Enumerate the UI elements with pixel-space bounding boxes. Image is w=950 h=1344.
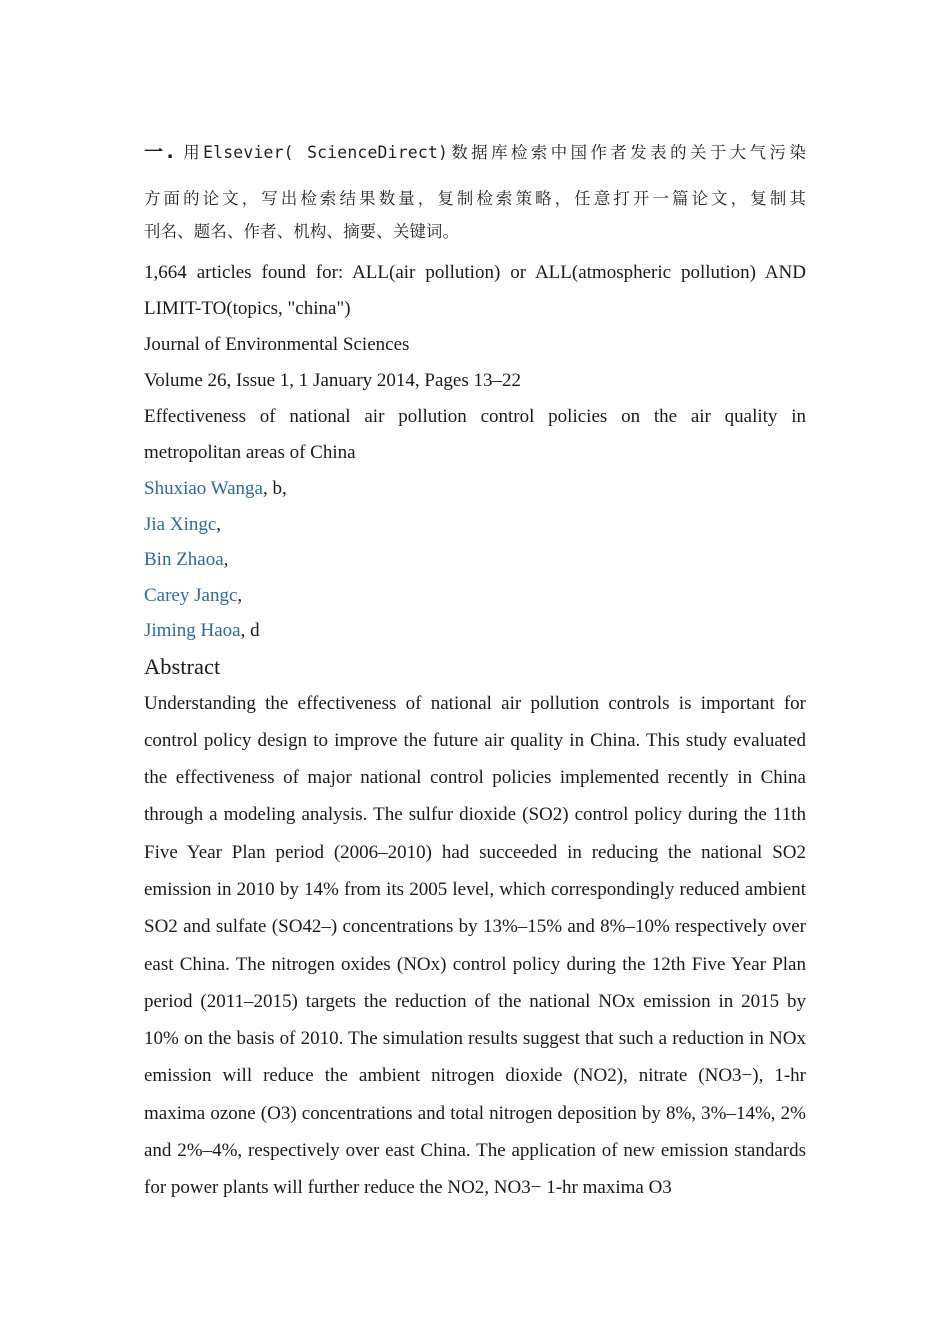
author-item: Shuxiao Wanga, b, [144, 478, 287, 499]
article-title: Effectiveness of national air pollution control policies on the air quality in metropolitan areas of China [144, 406, 806, 463]
author-item: Carey Jangc, [144, 584, 243, 606]
abstract-text: Understanding the effectiveness of national air pollution controls is important for control policy design to improve the future air quality in China. This study evaluated the effectiveness of major national control policies implemented recently in China through a modeling analysis. The sulfur dioxide (SO2) control policy during the 11th Five Year Plan period (2006–2010) had succeeded in reducing the national SO2 emission in 2010 by 14% from its 2005 level, which correspondingly reduced ambient SO2 and sulfate (SO42–) concentrations by 13%–15% and 8%–10% respectively over east China. The nitrogen oxides (NOx) control policy during the 12th Five Year Plan period (2011–2015) targets the reduction of the national NOx emission in 2015 by 10% on the basis of 2010. The simulation results suggest that such a reduction in NOx emission will reduce the ambient nitrogen dioxide (NO2), nitrate (NO3−), 1-hr maxima ozone (O3) concentrations and total nitrogen deposition by 8%, 3%–14%, 2% and 2%–4%, respectively over east China. The application of new emission standards for power plants will further reduce the NO2, NO3− 1-hr maxima O3 [144, 692, 806, 1199]
task-line-3: 刊名、题名、作者、机构、摘要、关键词。 [144, 222, 460, 241]
author-item: Bin Zhaoa, [144, 549, 229, 570]
document-page [144, 130, 806, 1207]
journal-name: Journal of Environmental Sciences [144, 334, 410, 355]
task-number: 一. [144, 141, 174, 163]
task-line-1: 一. 用Elsevier( ScienceDirect)数据库检索中国作者发表的关于大气污染 [144, 141, 806, 163]
task-question [144, 134, 806, 252]
author-item: Jia Xingc, [144, 513, 222, 535]
volume-info: Volume 26, Issue 1, 1 January 2014, Pages 13–22 [144, 370, 521, 391]
author-link[interactable]: Bin Zhaoa [144, 549, 224, 570]
author-link[interactable]: Jiming Haoa [144, 620, 241, 641]
task-line-2: 方面的论文，写出检索结果数量，复制检索策略，任意打开一篇论文，复制其 [144, 189, 806, 208]
search-result: 1,664 articles found for: ALL(air pollution) or ALL(atmospheric pollution) AND LIMIT-TO(topics, "china") [144, 262, 806, 319]
author-item: Jiming Haoa, d [144, 620, 260, 641]
author-link[interactable]: Carey Jangc [144, 584, 238, 606]
author-list [144, 471, 806, 649]
author-link[interactable]: Shuxiao Wanga [144, 478, 263, 499]
abstract-heading: Abstract [144, 653, 221, 679]
author-link[interactable]: Jia Xingc [144, 513, 217, 535]
